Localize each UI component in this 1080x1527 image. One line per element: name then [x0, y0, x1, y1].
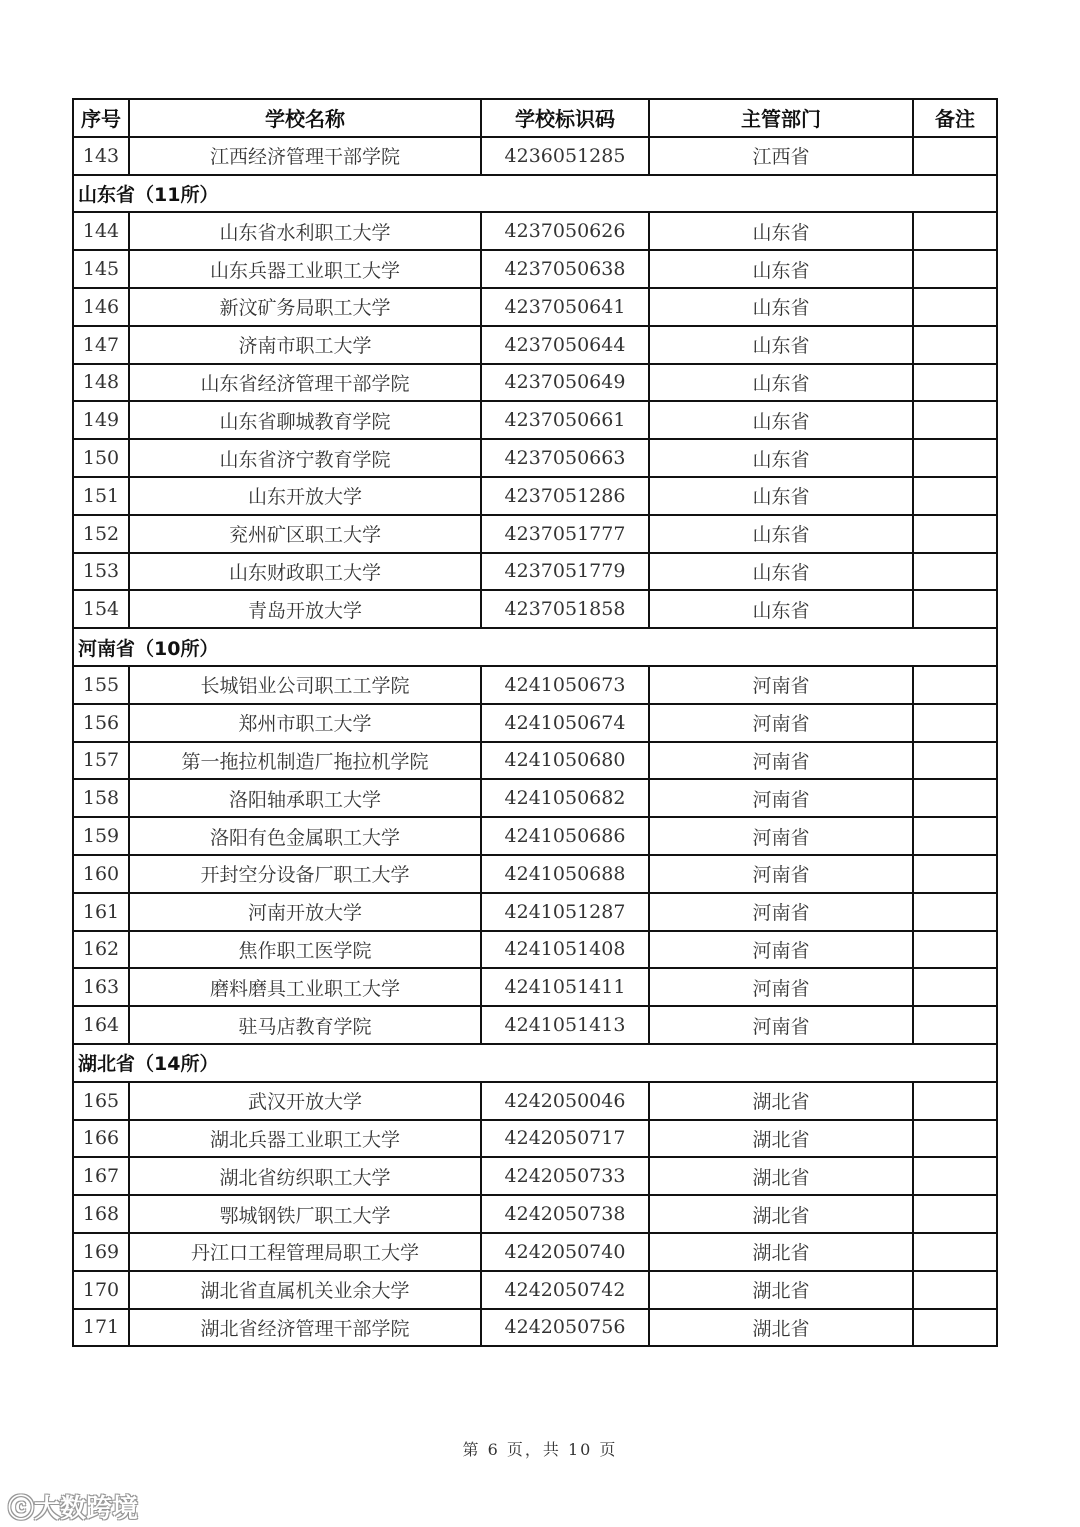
index-cell: 149 [73, 401, 129, 439]
index-cell: 147 [73, 326, 129, 364]
school-code-cell: 4236051285 [481, 137, 649, 175]
index-cell: 152 [73, 515, 129, 553]
table-row [73, 137, 997, 175]
table-row [73, 1233, 997, 1271]
department-cell: 山东省 [649, 250, 913, 288]
school-name-cell: 丹江口工程管理局职工大学 [129, 1233, 481, 1271]
table-row [73, 515, 997, 553]
section-title: 河南省（10所） [73, 628, 997, 666]
watermark-icon: ⓒ [8, 1494, 35, 1524]
remarks-cell [913, 1006, 997, 1044]
section-row [73, 1044, 997, 1082]
school-code-cell: 4241051411 [481, 968, 649, 1006]
school-code-cell: 4242050740 [481, 1233, 649, 1271]
remarks-cell [913, 1120, 997, 1158]
remarks-cell [913, 1195, 997, 1233]
school-name-cell: 江西经济管理干部学院 [129, 137, 481, 175]
remarks-cell [913, 439, 997, 477]
index-cell: 164 [73, 1006, 129, 1044]
school-code-cell: 4242050756 [481, 1309, 649, 1347]
department-cell: 河南省 [649, 742, 913, 780]
school-name-cell: 湖北省经济管理干部学院 [129, 1309, 481, 1347]
table-row [73, 326, 997, 364]
school-name-cell: 湖北省纺织职工大学 [129, 1157, 481, 1195]
school-code-cell: 4241051408 [481, 931, 649, 969]
school-code-cell: 4242050738 [481, 1195, 649, 1233]
school-code-cell: 4242050733 [481, 1157, 649, 1195]
school-code-cell: 4242050046 [481, 1082, 649, 1120]
table-row [73, 1082, 997, 1120]
remarks-cell [913, 401, 997, 439]
school-code-cell: 4237050661 [481, 401, 649, 439]
department-cell: 山东省 [649, 553, 913, 591]
index-cell: 163 [73, 968, 129, 1006]
department-cell: 湖北省 [649, 1082, 913, 1120]
department-cell: 山东省 [649, 288, 913, 326]
index-cell: 162 [73, 931, 129, 969]
school-name-cell: 湖北兵器工业职工大学 [129, 1120, 481, 1158]
school-name-cell: 郑州市职工大学 [129, 704, 481, 742]
school-name-cell: 第一拖拉机制造厂拖拉机学院 [129, 742, 481, 780]
header-department: 主管部门 [649, 99, 913, 137]
index-cell: 159 [73, 817, 129, 855]
school-name-cell: 武汉开放大学 [129, 1082, 481, 1120]
table-row [73, 1271, 997, 1309]
school-name-cell: 洛阳轴承职工大学 [129, 779, 481, 817]
school-name-cell: 开封空分设备厂职工大学 [129, 855, 481, 893]
remarks-cell [913, 666, 997, 704]
school-code-cell: 4237051777 [481, 515, 649, 553]
school-code-cell: 4242050742 [481, 1271, 649, 1309]
school-name-cell: 鄂城钢铁厂职工大学 [129, 1195, 481, 1233]
school-code-cell: 4241050674 [481, 704, 649, 742]
table-row [73, 704, 997, 742]
index-cell: 171 [73, 1309, 129, 1347]
remarks-cell [913, 553, 997, 591]
school-name-cell: 山东财政职工大学 [129, 553, 481, 591]
index-cell: 158 [73, 779, 129, 817]
remarks-cell [913, 515, 997, 553]
table-row [73, 1006, 997, 1044]
table-row [73, 1157, 997, 1195]
remarks-cell [913, 1271, 997, 1309]
index-cell: 148 [73, 364, 129, 402]
department-cell: 山东省 [649, 401, 913, 439]
index-cell: 170 [73, 1271, 129, 1309]
index-cell: 156 [73, 704, 129, 742]
department-cell: 湖北省 [649, 1271, 913, 1309]
remarks-cell [913, 742, 997, 780]
department-cell: 河南省 [649, 893, 913, 931]
index-cell: 145 [73, 250, 129, 288]
school-code-cell: 4241050686 [481, 817, 649, 855]
header-school-code: 学校标识码 [481, 99, 649, 137]
department-cell: 河南省 [649, 779, 913, 817]
page-number: 第 6 页，共 10 页 [462, 1440, 618, 1459]
department-cell: 河南省 [649, 855, 913, 893]
department-cell: 山东省 [649, 590, 913, 628]
watermark-logo [8, 1488, 138, 1525]
index-cell: 165 [73, 1082, 129, 1120]
school-name-cell: 山东兵器工业职工大学 [129, 250, 481, 288]
table-row [73, 742, 997, 780]
school-name-cell: 驻马店教育学院 [129, 1006, 481, 1044]
school-name-cell: 河南开放大学 [129, 893, 481, 931]
table-row [73, 401, 997, 439]
index-cell: 167 [73, 1157, 129, 1195]
header-school-name: 学校名称 [129, 99, 481, 137]
section-row [73, 175, 997, 213]
school-name-cell: 山东省聊城教育学院 [129, 401, 481, 439]
department-cell: 山东省 [649, 477, 913, 515]
index-cell: 151 [73, 477, 129, 515]
school-name-cell: 山东省济宁教育学院 [129, 439, 481, 477]
remarks-cell [913, 1082, 997, 1120]
department-cell: 湖北省 [649, 1309, 913, 1347]
school-name-cell: 焦作职工医学院 [129, 931, 481, 969]
department-cell: 山东省 [649, 326, 913, 364]
school-code-cell: 4241050688 [481, 855, 649, 893]
school-name-cell: 山东开放大学 [129, 477, 481, 515]
table-row [73, 590, 997, 628]
table-row [73, 855, 997, 893]
index-cell: 169 [73, 1233, 129, 1271]
remarks-cell [913, 1309, 997, 1347]
school-code-cell: 4237050626 [481, 212, 649, 250]
index-cell: 155 [73, 666, 129, 704]
department-cell: 山东省 [649, 364, 913, 402]
department-cell: 山东省 [649, 212, 913, 250]
header-remarks: 备注 [913, 99, 997, 137]
table-row [73, 666, 997, 704]
section-row [73, 628, 997, 666]
table-row [73, 893, 997, 931]
table-body [73, 137, 997, 1347]
remarks-cell [913, 250, 997, 288]
department-cell: 山东省 [649, 515, 913, 553]
index-cell: 154 [73, 590, 129, 628]
school-code-cell: 4241051287 [481, 893, 649, 931]
remarks-cell [913, 931, 997, 969]
department-cell: 河南省 [649, 931, 913, 969]
index-cell: 157 [73, 742, 129, 780]
school-name-cell: 山东省水利职工大学 [129, 212, 481, 250]
remarks-cell [913, 893, 997, 931]
table-row [73, 212, 997, 250]
index-cell: 166 [73, 1120, 129, 1158]
watermark-text: 大数跨境 [34, 1494, 139, 1524]
school-name-cell: 洛阳有色金属职工大学 [129, 817, 481, 855]
department-cell: 河南省 [649, 704, 913, 742]
table-row [73, 1195, 997, 1233]
remarks-cell [913, 477, 997, 515]
table-row [73, 250, 997, 288]
table-row [73, 553, 997, 591]
school-name-cell: 新汶矿务局职工大学 [129, 288, 481, 326]
school-code-cell: 4237050638 [481, 250, 649, 288]
remarks-cell [913, 1233, 997, 1271]
department-cell: 河南省 [649, 666, 913, 704]
remarks-cell [913, 817, 997, 855]
school-name-cell: 磨料磨具工业职工大学 [129, 968, 481, 1006]
remarks-cell [913, 855, 997, 893]
table-row [73, 288, 997, 326]
index-cell: 150 [73, 439, 129, 477]
school-code-cell: 4241051413 [481, 1006, 649, 1044]
table-row [73, 779, 997, 817]
school-name-cell: 湖北省直属机关业余大学 [129, 1271, 481, 1309]
table-row [73, 1309, 997, 1347]
school-code-cell: 4237050663 [481, 439, 649, 477]
remarks-cell [913, 137, 997, 175]
school-code-cell: 4241050682 [481, 779, 649, 817]
school-code-cell: 4242050717 [481, 1120, 649, 1158]
department-cell: 湖北省 [649, 1120, 913, 1158]
school-code-cell: 4237050644 [481, 326, 649, 364]
index-cell: 161 [73, 893, 129, 931]
table-row [73, 817, 997, 855]
school-code-cell: 4237051858 [481, 590, 649, 628]
header-index: 序号 [73, 99, 129, 137]
remarks-cell [913, 212, 997, 250]
table-row [73, 931, 997, 969]
department-cell: 河南省 [649, 1006, 913, 1044]
remarks-cell [913, 779, 997, 817]
school-code-cell: 4237050649 [481, 364, 649, 402]
department-cell: 湖北省 [649, 1157, 913, 1195]
table-row [73, 439, 997, 477]
department-cell: 湖北省 [649, 1195, 913, 1233]
index-cell: 146 [73, 288, 129, 326]
remarks-cell [913, 704, 997, 742]
department-cell: 湖北省 [649, 1233, 913, 1271]
school-code-cell: 4237050641 [481, 288, 649, 326]
index-cell: 153 [73, 553, 129, 591]
school-code-cell: 4237051779 [481, 553, 649, 591]
school-name-cell: 山东省经济管理干部学院 [129, 364, 481, 402]
table-row [73, 968, 997, 1006]
school-name-cell: 济南市职工大学 [129, 326, 481, 364]
department-cell: 河南省 [649, 968, 913, 1006]
table-row [73, 477, 997, 515]
remarks-cell [913, 326, 997, 364]
table-row [73, 1120, 997, 1158]
index-cell: 168 [73, 1195, 129, 1233]
school-code-cell: 4237051286 [481, 477, 649, 515]
remarks-cell [913, 364, 997, 402]
section-title: 山东省（11所） [73, 175, 997, 213]
remarks-cell [913, 590, 997, 628]
department-cell: 山东省 [649, 439, 913, 477]
department-cell: 江西省 [649, 137, 913, 175]
department-cell: 河南省 [649, 817, 913, 855]
table-row [73, 364, 997, 402]
section-title: 湖北省（14所） [73, 1044, 997, 1082]
remarks-cell [913, 288, 997, 326]
index-cell: 143 [73, 137, 129, 175]
table-header-row [73, 99, 997, 137]
remarks-cell [913, 1157, 997, 1195]
school-name-cell: 兖州矿区职工大学 [129, 515, 481, 553]
index-cell: 160 [73, 855, 129, 893]
index-cell: 144 [73, 212, 129, 250]
school-code-cell: 4241050680 [481, 742, 649, 780]
school-name-cell: 青岛开放大学 [129, 590, 481, 628]
remarks-cell [913, 968, 997, 1006]
school-list-table [72, 98, 998, 1347]
school-code-cell: 4241050673 [481, 666, 649, 704]
school-name-cell: 长城铝业公司职工工学院 [129, 666, 481, 704]
